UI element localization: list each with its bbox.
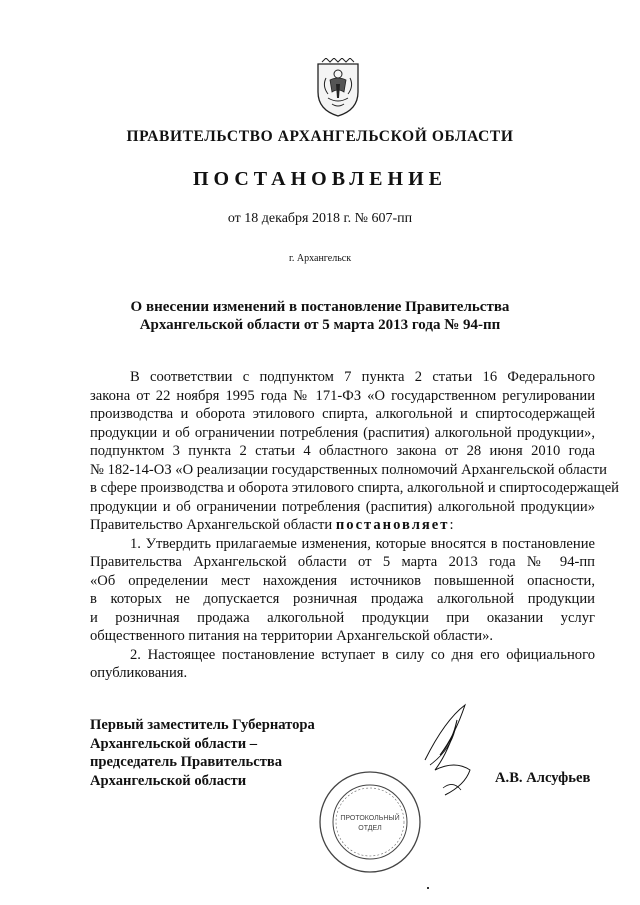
- body-line: В соответствии с подпунктом 7 пункта 2 статьи 16 Федерального: [130, 369, 595, 385]
- body-line: 2. Настоящее постановление вступает в силу со дня его официального: [130, 646, 595, 663]
- date-number-line: от 18 декабря 2018 г. № 607-пп: [227, 211, 413, 226]
- body-line: в сфере производства и оборота этилового спирта, алкогольной и спиртосодержащей: [90, 480, 619, 496]
- government-name: ПРАВИТЕЛЬСТВО АРХАНГЕЛЬСКОЙ ОБЛАСТИ: [126, 128, 514, 145]
- signatory-title-line: Архангельской области –: [90, 735, 258, 752]
- official-stamp: [318, 770, 422, 874]
- city-line: г. Архангельск: [288, 253, 352, 264]
- body-line: общественного питания на территории Архангельской области».: [90, 628, 494, 644]
- subject-line-2: Архангельской области от 5 марта 2013 года № 94-пп: [139, 317, 501, 333]
- signatory-title-line: председатель Правительства: [90, 754, 283, 770]
- body-line: в которых не допускается розничная продажа алкогольной продукции: [90, 591, 595, 607]
- body-line: и розничная продажа алкогольной продукции при оказании услуг: [90, 609, 595, 626]
- signatory-title-line: Архангельской области: [90, 772, 247, 789]
- body-line: опубликования.: [90, 665, 188, 681]
- resolution-suffix: :: [449, 517, 454, 533]
- svg-text:ПРОТОКОЛЬНЫЙ: ПРОТОКОЛЬНЫЙ: [340, 815, 400, 822]
- body-line: закона от 22 ноября 1995 года № 171-ФЗ «О государственном регулировании: [90, 387, 595, 404]
- resolution-keyword: постановляет: [335, 517, 450, 533]
- body-line: продукции и об ограничении потребления (распития) алкогольной продукции»,: [90, 424, 595, 441]
- arkhangelsk-coat-of-arms-icon: [314, 58, 362, 118]
- document-subject: [80, 298, 560, 334]
- body-line: «Об определении мест нахождения источников повышенной опасности,: [90, 572, 595, 589]
- subject-line-1: О внесении изменений в постановление Правительства: [130, 299, 510, 315]
- scan-mark: [427, 887, 429, 889]
- signatory-title-line: Первый заместитель Губернатора: [90, 717, 315, 733]
- body-line: 1. Утвердить прилагаемые изменения, которые вносятся в постановление: [130, 535, 595, 552]
- document-body: [90, 368, 619, 683]
- signatory-title: [90, 716, 315, 790]
- signatory-name: А.В. Алсуфьев: [495, 770, 591, 786]
- body-line: Правительства Архангельской области от 5 марта 2013 года № 94-пп: [90, 554, 595, 570]
- document-type: ПОСТАНОВЛЕНИЕ: [193, 168, 447, 190]
- body-line: № 182-14-ОЗ «О реализации государственных полномочий Архангельской области: [90, 461, 607, 478]
- body-line-resolution: [90, 516, 595, 535]
- resolution-prefix: Правительство Архангельской области: [90, 517, 336, 533]
- body-line: производства и оборота этилового спирта, алкогольной и спиртосодержащей: [90, 406, 595, 422]
- body-line: подпунктом 3 пункта 2 статьи 4 областного закона от 28 июня 2010 года: [90, 443, 595, 459]
- svg-text:ОТДЕЛ: ОТДЕЛ: [358, 825, 382, 832]
- body-line: продукции и об ограничении потребления (распития) алкогольной продукции»: [90, 498, 595, 515]
